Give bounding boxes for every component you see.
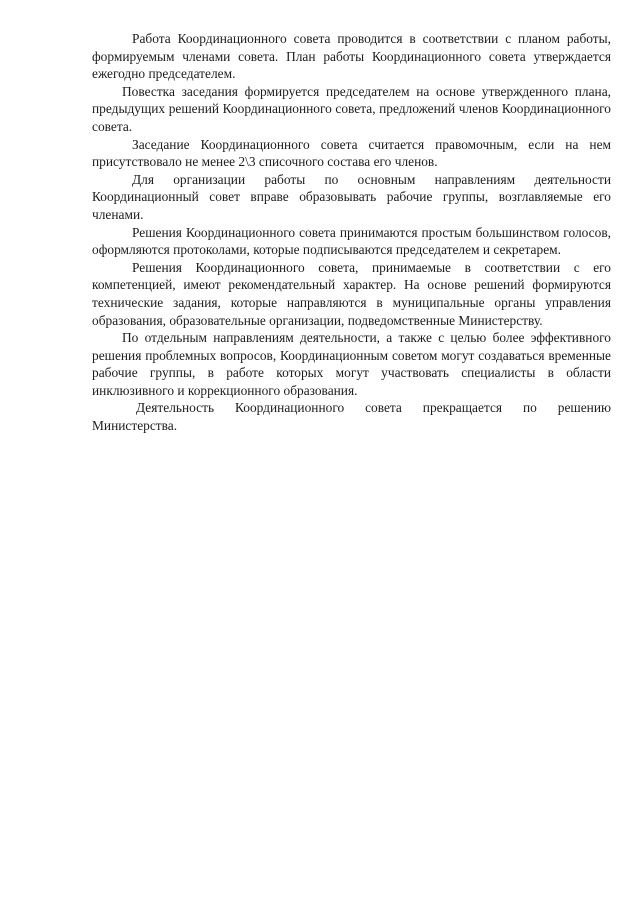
paragraph-termination: Деятельность Координационного совета прекращается по решению Министерства. xyxy=(92,400,611,434)
paragraph-recommendations: Решения Координационного совета, принимаемые в соответствии с его компетенцией, имеют рекомендательный характер. На основе решений формируются технические задания, которые направляются в муниципальные органы управления образования, образовательные организации, подведомственные Министерству. xyxy=(92,259,611,328)
paragraph-work-plan: Работа Координационного совета проводится в соответствии с планом работы, формируемым членами совета. План работы Координационного совета утверждается ежегодно председателем. xyxy=(92,31,611,82)
paragraph-working-groups: Для организации работы по основным направлениям деятельности Координационный совет вправе образовывать рабочие группы, возглавляемые его членами. xyxy=(92,171,611,222)
document-body xyxy=(92,30,611,435)
paragraph-decisions: Решения Координационного совета принимаются простым большинством голосов, оформляются протоколами, которые подписываются председателем и секретарем. xyxy=(92,224,611,258)
paragraph-temporary-groups: По отдельным направлениям деятельности, а также с целью более эффективного решения проблемных вопросов, Координационным советом могут создаваться временные рабочие группы, в работе которых могут участвовать специалисты в области инклюзивного и коррекционного образования. xyxy=(92,330,611,398)
paragraph-agenda: Повестка заседания формируется председателем на основе утвержденного плана, предыдущих решений Координационного совета, предложений членов Координационного совета. xyxy=(92,83,611,134)
paragraph-quorum: Заседание Координационного совета считается правомочным, если на нем присутствовало не менее 2\3 списочного состава его членов. xyxy=(92,136,611,170)
